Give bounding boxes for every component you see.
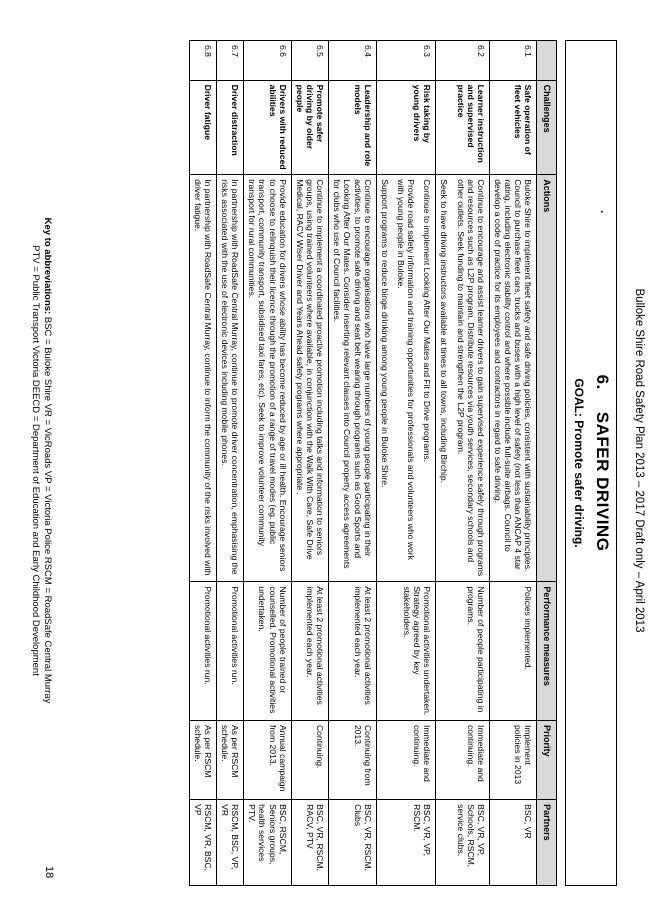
challenge-cell: Risk taking by young drivers <box>376 80 436 175</box>
action-paragraph: Support programs to reduce binge drinking among young people in Buloke Shire. <box>379 179 390 488</box>
column-header-index <box>537 41 557 81</box>
action-paragraph: Continue to encourage organisations who have large numbers of young people participating in their activities, to promote safe driving and seat belt wearing through programs such as Good Sports and Looking After Our Mates. Consider inserting relevant clauses into Council property access agreements for clubs who use of Council facilities. <box>332 179 373 569</box>
bullet-mark: · <box>595 210 609 214</box>
performance-measure-cell: Promotional activities run. <box>189 582 216 721</box>
priority-cell: Continuing from 2013. <box>329 720 377 799</box>
column-header-partners: Partners <box>537 800 557 886</box>
table-row <box>291 41 328 886</box>
action-paragraph: In partnership with RoadSafe Central Murray, continue to promote driver concentration, emphasising the risks associated with the use of electronic devices including mobile phones. <box>220 179 241 575</box>
partners-cell: BSC, VR, VP, Schools, RSCM, service clubs. <box>436 800 490 886</box>
row-index: 6.8 <box>189 41 216 81</box>
actions-cell <box>189 175 216 582</box>
partners-cell: BSC, VR, RSCM, RACV, PTV <box>291 800 328 886</box>
priority-cell: As per RSCM schedule. <box>189 720 216 799</box>
performance-measure-cell: Promotional activities run. <box>216 582 243 721</box>
partners-cell: BSC, VR, RSCM, Clubs <box>329 800 377 886</box>
column-header-priority: Priority <box>537 720 557 799</box>
challenge-cell: Learner instruction and supervised practice <box>436 80 490 175</box>
key-line-1-text: BSC = Buloke Shire VR = VicRoads VP = Victoria Police RSCM = RoadSafe Central Murray <box>42 316 53 704</box>
row-index: 6.4 <box>329 41 377 81</box>
priority-cell: Annual campaign from 2013. <box>244 720 292 799</box>
table-row <box>376 41 436 886</box>
action-paragraph: Provide road safety information and training opportunities for professionals and volunteers who work with young people in Buloke. <box>395 179 417 560</box>
challenge-cell: Driver fatigue <box>189 80 216 175</box>
column-header-performance-measures: Performance measures <box>537 582 557 721</box>
actions-cell <box>216 175 243 582</box>
actions-cell <box>489 175 537 582</box>
key-line-1 <box>41 0 53 921</box>
priority-cell: Immediate and continuing. <box>436 720 490 799</box>
action-paragraph: Continue to encourage and assist learner drivers to gain supervised experience safely through programs and resources such as L2P program. Distribute resources via youth services, secondary schools and other outlets. Seek funding to maintain and strengthen the L2P program. <box>455 179 486 577</box>
priority-cell: As per RSCM schedule. <box>216 720 243 799</box>
action-paragraph: Seek to have driving instructors available at times to all towns, including Birchip. <box>439 179 450 484</box>
partners-cell: RSCM, BSC, VP, VR <box>216 800 243 886</box>
action-paragraph: In partnership with RoadSafe Central Murray, continue to inform the community of the risks involved with driver fatigue. <box>192 179 213 576</box>
section-goal: GOAL: Promote safer driving. <box>572 378 586 548</box>
row-index: 6.2 <box>436 41 490 81</box>
challenge-cell: Drivers with reduced abilities <box>244 80 292 175</box>
row-index: 6.1 <box>489 41 537 81</box>
action-plan-table <box>189 40 557 886</box>
partners-cell: BSC, VR, VP, RSCM. <box>376 800 436 886</box>
table-row <box>244 41 292 886</box>
performance-measure-cell: Policies implemented. <box>489 582 537 721</box>
key-label: Key to abbreviations: <box>42 217 53 315</box>
priority-cell: Continuing. <box>291 720 328 799</box>
row-index: 6.3 <box>376 41 436 81</box>
actions-cell <box>244 175 292 582</box>
actions-cell <box>329 175 377 582</box>
priority-cell: Implement policies in 2013 <box>489 720 537 799</box>
page-number: 18 <box>43 866 55 879</box>
section-title-text: SAFER DRIVING <box>593 411 612 552</box>
action-paragraph: Provide education for drivers whose ability has become reduced by age or ill health. Encourage seniors to choose to relinquish their licence through the promotion of a range of travel modes (eg. public transport, community transport, subsidised taxi fares, etc). Seek to improve volunteer community transport for rural communities. <box>247 179 288 572</box>
partners-cell: RSCM, VR, BSC, VP <box>189 800 216 886</box>
partners-cell: BSC, VR <box>489 800 537 886</box>
actions-cell <box>436 175 490 582</box>
table-header-row <box>537 41 557 886</box>
row-index: 6.7 <box>216 41 243 81</box>
challenge-cell: Leadership and role models <box>329 80 377 175</box>
column-header-actions: Actions <box>537 175 557 582</box>
table-row <box>436 41 490 886</box>
partners-cell: BSC, RSCM, Seniors groups, health services PTV. <box>244 800 292 886</box>
table-row <box>329 41 377 886</box>
row-index: 6.6 <box>244 41 292 81</box>
performance-measure-cell: At least 2 promotional activities implemented each year. <box>329 582 377 721</box>
key-line-2: PTV = Public Transport Victoria DEECD = Department of Education and Early Childhood Development <box>30 245 42 676</box>
document-header: Bulloke Shire Road Safety Plan 2013 – 2017 Draft only – April 2013 <box>633 288 645 633</box>
actions-cell <box>291 175 328 582</box>
priority-cell: Immediate and continuing. <box>376 720 436 799</box>
performance-measure-cell: Number of people participating in programs. <box>436 582 490 721</box>
action-paragraph: Continue to implement a coordinated proactive promotion including talks and information to seniors groups, using trained volunteers where available, in conjunction with the Walk With Care, Safe Drive Medical, RACV Wiser Driver and Years Ahead safety programs where appropriate . <box>294 179 326 560</box>
table-row <box>216 41 243 886</box>
actions-cell <box>376 175 436 582</box>
section-title <box>592 41 612 885</box>
challenge-cell: Safe operation of fleet vehicles <box>489 80 537 175</box>
performance-measure-cell: Number of people trained or counselled. Promotional activities undertaken. <box>244 582 292 721</box>
column-header-challenges: Challenges <box>537 80 557 175</box>
table-row <box>189 41 216 886</box>
row-index: 6.5 <box>291 41 328 81</box>
performance-measure-cell: Promotional activities undertaken. Strategy agreed by key stakeholders. <box>376 582 436 721</box>
challenge-cell: Driver distraction <box>216 80 243 175</box>
section-title-box <box>565 40 617 886</box>
challenge-cell: Promote safer driving by older people <box>291 80 328 175</box>
action-paragraph: Continue to implement Looking After Our Mates and Fit to Drive programs. <box>422 179 433 462</box>
table-row <box>489 41 537 886</box>
performance-measure-cell: At least 2 promotional activities implemented each year. <box>291 582 328 721</box>
abbreviations-key <box>29 0 53 921</box>
table-body <box>189 41 537 886</box>
section-number: 6. <box>593 374 612 390</box>
action-paragraph: Buloke Shire to implement fleet safety and safe driving policies, consistent with sustainability principles. Council to purchase fleet cars, trucks and buses with a high level of safety (not less than ANCAP 4 star rating, including electronic stability control and where possible include full-suite airbags. Council to develop a code of practice for its employees and contractors in regard to safe driving. <box>492 179 534 572</box>
